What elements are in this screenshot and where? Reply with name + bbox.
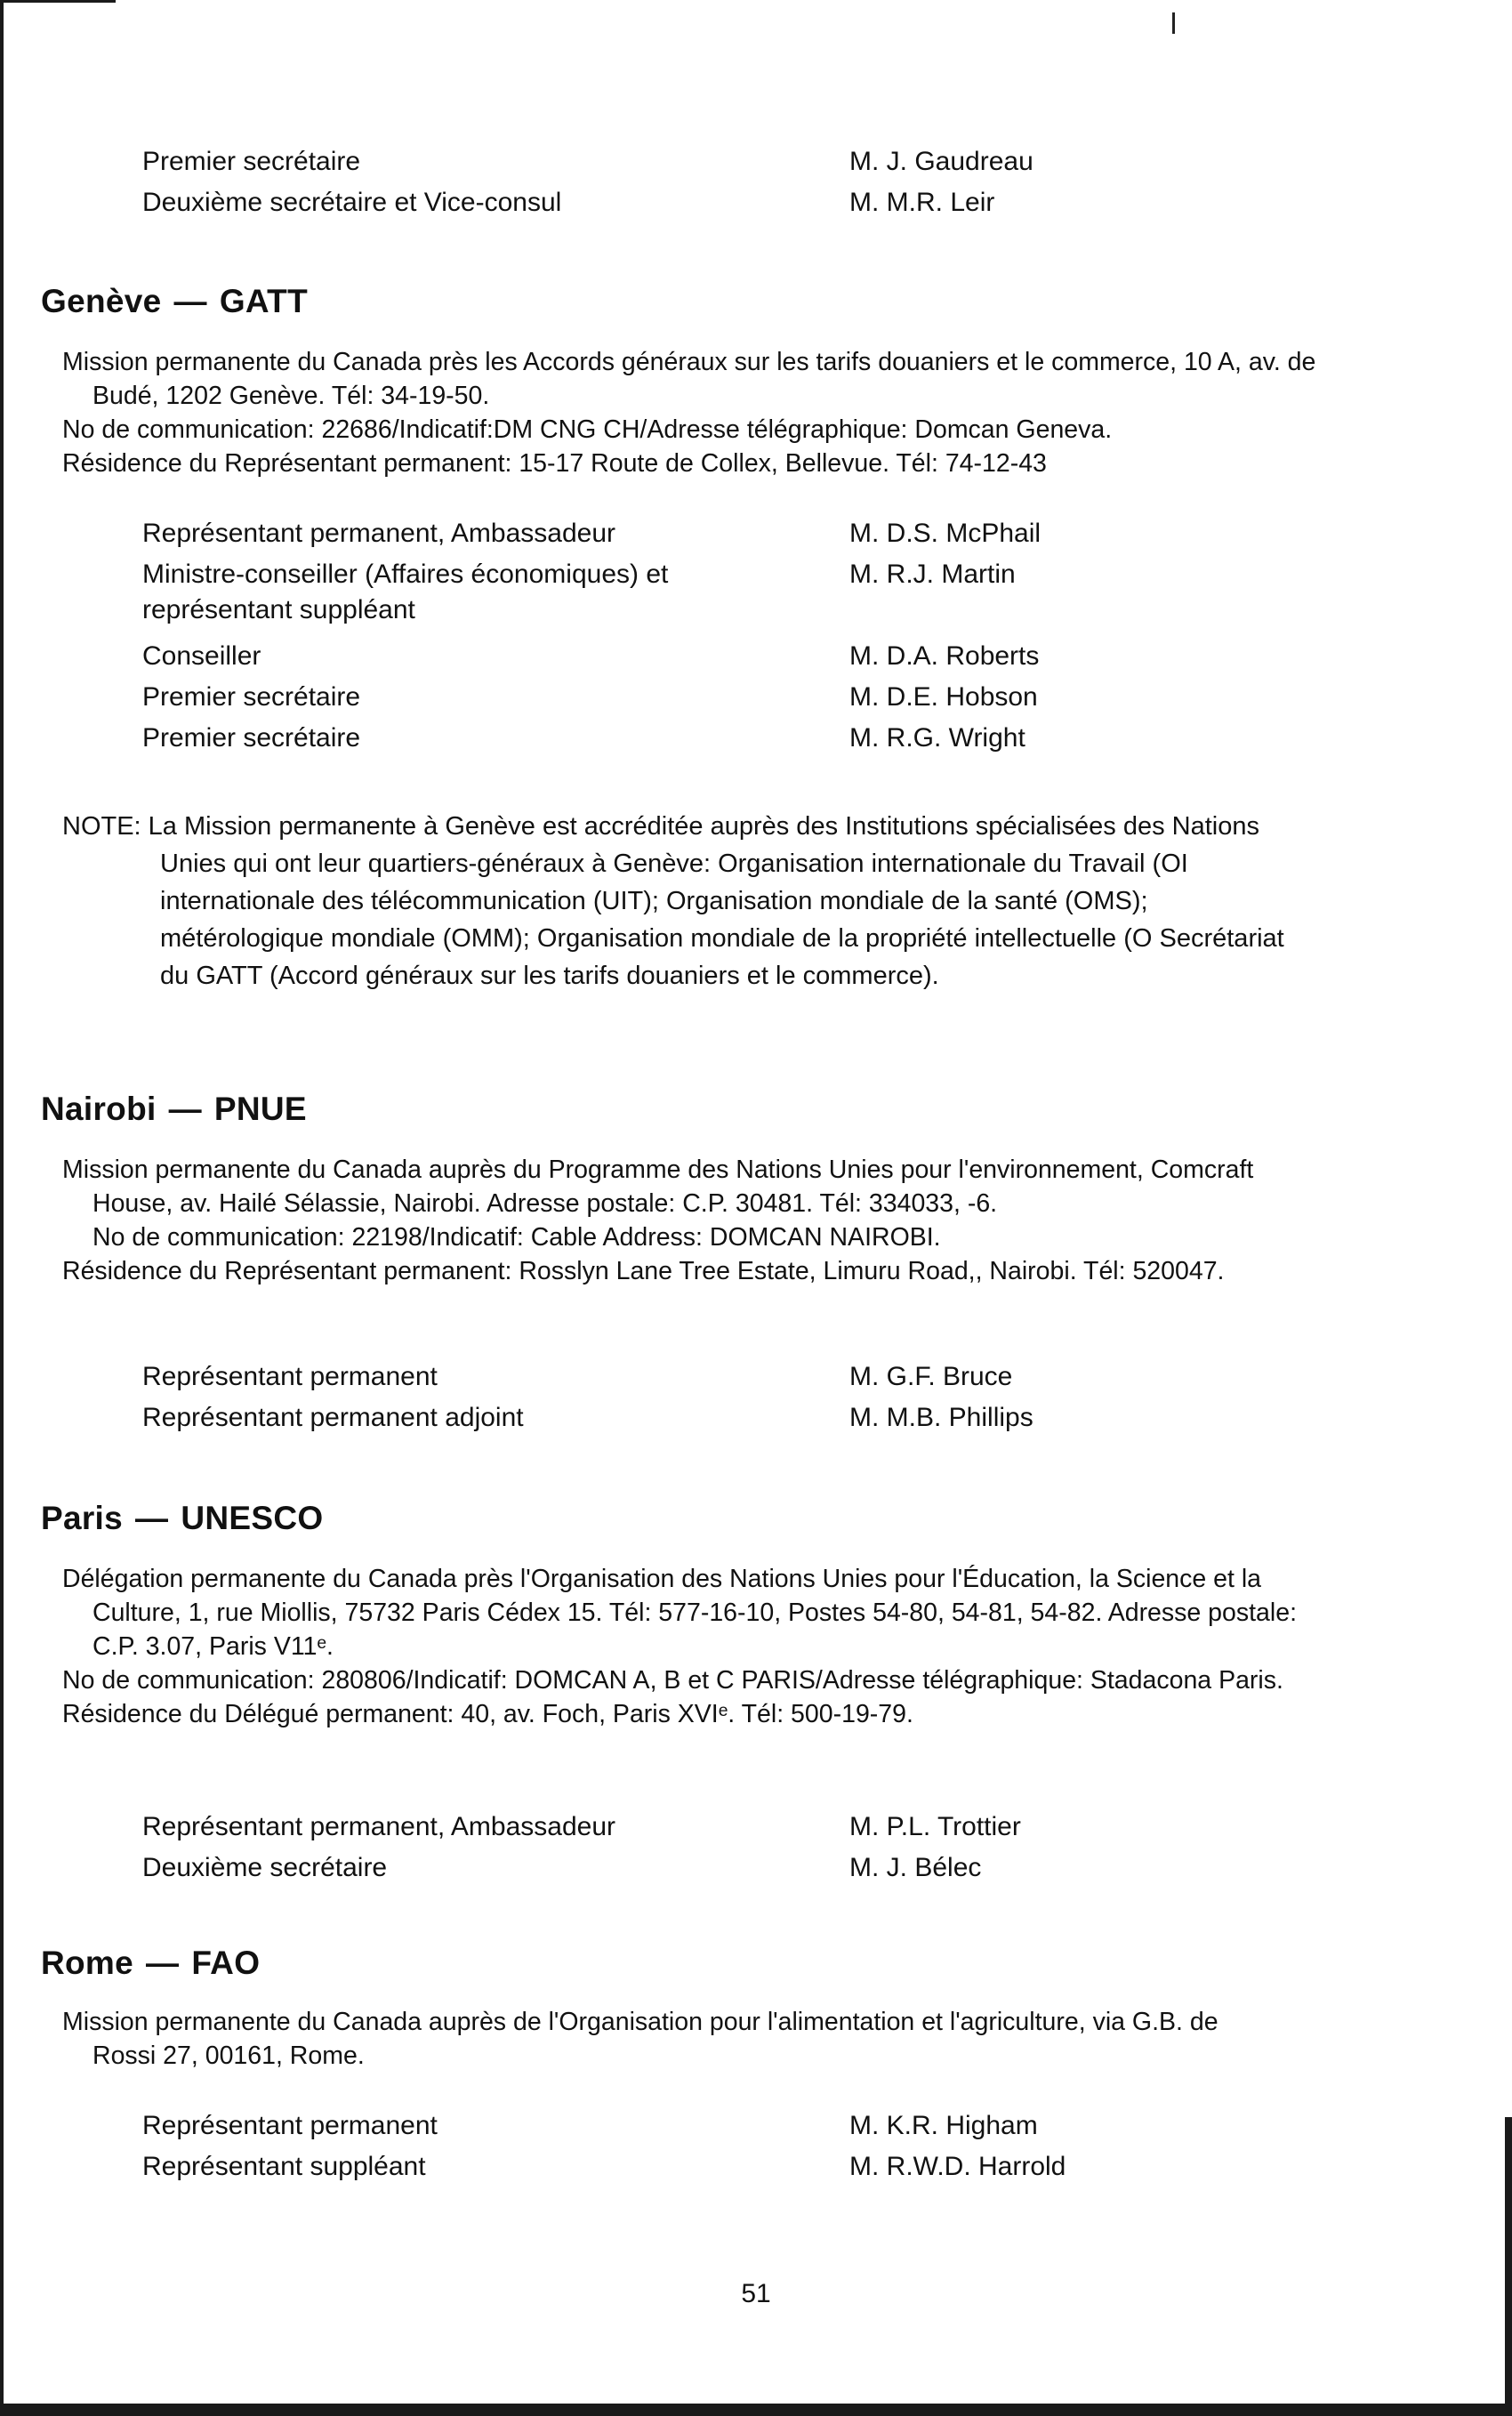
- staff-role: Deuxième secrétaire: [142, 1853, 388, 1882]
- heading-dash: —: [173, 283, 207, 319]
- staff-role: Représentant permanent, Ambassadeur: [142, 519, 615, 548]
- staff-name: M. P.L. Trottier: [849, 1812, 1021, 1841]
- staff-row: [142, 185, 1352, 221]
- top-staff-list: [142, 144, 1352, 235]
- info-line: Résidence du Délégué permanent: 40, av. Foch, Paris XVIᵉ. Tél: 500-19-79.: [62, 1700, 913, 1728]
- staff-row: [142, 144, 1352, 180]
- staff-row: [142, 1809, 1352, 1845]
- staff-name: M. M.B. Phillips: [849, 1403, 1033, 1432]
- staff-row: [142, 2108, 1352, 2144]
- geneve-note: [62, 808, 1290, 995]
- staff-role: Représentant permanent: [142, 1362, 438, 1391]
- info-line: No de communication: 280806/Indicatif: DOMCAN A, B et C PARIS/Adresse télégraphique: Stadacona Paris.: [62, 1666, 1283, 1695]
- staff-name: M. R.J. Martin: [849, 560, 1016, 589]
- section-heading-paris: [41, 1500, 323, 1537]
- staff-name: M. M.R. Leir: [849, 188, 995, 217]
- staff-name: M. R.W.D. Harrold: [849, 2152, 1066, 2181]
- heading-dash: —: [146, 1945, 180, 1981]
- staff-row: [142, 1400, 1352, 1436]
- staff-role: Représentant suppléant: [142, 2152, 426, 2181]
- nairobi-info: [62, 1153, 1325, 1288]
- staff-name: M. D.E. Hobson: [849, 682, 1038, 712]
- section-heading-nairobi: [41, 1091, 307, 1128]
- staff-role: Deuxième secrétaire et Vice-consul: [142, 188, 562, 217]
- info-line: No de communication: 22198/Indicatif: Cable Address: DOMCAN NAIROBI.: [92, 1223, 941, 1252]
- heading-org: UNESCO: [181, 1500, 324, 1536]
- heading-city: Paris: [41, 1500, 124, 1536]
- staff-name: M. D.S. McPhail: [849, 519, 1042, 548]
- paris-staff-list: [142, 1809, 1352, 1900]
- staff-role: Représentant permanent: [142, 2111, 438, 2140]
- heading-org: PNUE: [213, 1091, 307, 1127]
- rome-info: [62, 2005, 1272, 2073]
- scan-border-top: [0, 0, 116, 3]
- staff-role: Premier secrétaire: [142, 723, 361, 753]
- info-line: Mission permanente du Canada auprès du Programme des Nations Unies pour l'environnement, Comcraft House, av. Hailé Sélassie, Nairobi. Adresse postale: C.P. 30481. Tél: 334033, -6.: [62, 1156, 1254, 1218]
- staff-row: [142, 1359, 1352, 1395]
- staff-role: Représentant permanent, Ambassadeur: [142, 1812, 615, 1841]
- info-line: Résidence du Représentant permanent: Rosslyn Lane Tree Estate, Limuru Road,, Nairobi. Tél: 520047.: [62, 1257, 1225, 1285]
- staff-role: Ministre-conseiller (Affaires économiques) et représentant suppléant: [142, 560, 669, 624]
- heading-city: Rome: [41, 1945, 133, 1981]
- staff-name: M. J. Gaudreau: [849, 147, 1033, 176]
- info-line: Délégation permanente du Canada près l'Organisation des Nations Unies pour l'Éducation, la Science et la Culture, 1, rue Miollis, 75732 Paris Cédex 15. Tél: 577-16-10, Postes 54-80, 54-81, 54-82. Adresse postale: C.P. 3.07, Paris V11ᵉ.: [62, 1565, 1298, 1661]
- rome-staff-list: [142, 2108, 1352, 2199]
- note-text: NOTE: La Mission permanente à Genève est accréditée auprès des Institutions spécialisées des Nations Unies qui ont leur quartiers-généraux à Genève: Organisation internationale du Travail (OI internationale des télécommunication (UIT); Organisation mondiale de la santé (OMS); métérologique mondiale (OMM); Organisation mondiale de la propriété intellectuelle (O Secrétariat du GATT (Accord généraux sur les tarifs douaniers et le commerce).: [62, 812, 1284, 990]
- heading-dash: —: [168, 1091, 202, 1127]
- info-line: Mission permanente du Canada auprès de l'Organisation pour l'alimentation et l'agriculture, via G.B. de Rossi 27, 00161, Rome.: [62, 2008, 1218, 2070]
- info-line: Résidence du Représentant permanent: 15-17 Route de Collex, Bellevue. Tél: 74-12-43: [62, 449, 1047, 478]
- staff-row: [142, 721, 1352, 756]
- heading-dash: —: [135, 1500, 169, 1536]
- nairobi-staff-list: [142, 1359, 1352, 1450]
- staff-row: [142, 516, 1352, 552]
- staff-row: [142, 1850, 1352, 1886]
- scan-border-right: [1505, 2117, 1512, 2416]
- geneve-staff-list: [142, 516, 1352, 770]
- section-heading-rome: [41, 1945, 260, 1982]
- staff-name: M. K.R. Higham: [849, 2111, 1038, 2140]
- heading-city: Nairobi: [41, 1091, 157, 1127]
- staff-row: [142, 680, 1352, 715]
- heading-org: GATT: [219, 283, 308, 319]
- staff-name: M. J. Bélec: [849, 1853, 982, 1882]
- staff-name: M. R.G. Wright: [849, 723, 1025, 753]
- staff-row: [142, 2149, 1352, 2185]
- paris-info: [62, 1562, 1325, 1731]
- scan-border-bottom: [0, 2404, 1512, 2416]
- staff-row: [142, 639, 1352, 674]
- staff-role: Premier secrétaire: [142, 147, 361, 176]
- heading-org: FAO: [191, 1945, 261, 1981]
- info-line: Mission permanente du Canada près les Accords généraux sur les tarifs douaniers et le commerce, 10 A, av. de Budé, 1202 Genève. Tél: 34-19-50.: [62, 348, 1316, 410]
- page-number: 51: [741, 2279, 771, 2308]
- staff-role: Conseiller: [142, 641, 261, 671]
- staff-role: Représentant permanent adjoint: [142, 1403, 524, 1432]
- staff-role: Premier secrétaire: [142, 682, 361, 712]
- staff-row: [142, 557, 1352, 628]
- geneve-info: [62, 345, 1325, 480]
- section-heading-geneve: [41, 283, 308, 320]
- staff-name: M. G.F. Bruce: [849, 1362, 1013, 1391]
- scan-border-left: [0, 0, 4, 2416]
- heading-city: Genève: [41, 283, 162, 319]
- scan-tick-mark: [1172, 12, 1175, 34]
- staff-name: M. D.A. Roberts: [849, 641, 1040, 671]
- info-line: No de communication: 22686/Indicatif:DM CNG CH/Adresse télégraphique: Domcan Geneva.: [62, 415, 1113, 444]
